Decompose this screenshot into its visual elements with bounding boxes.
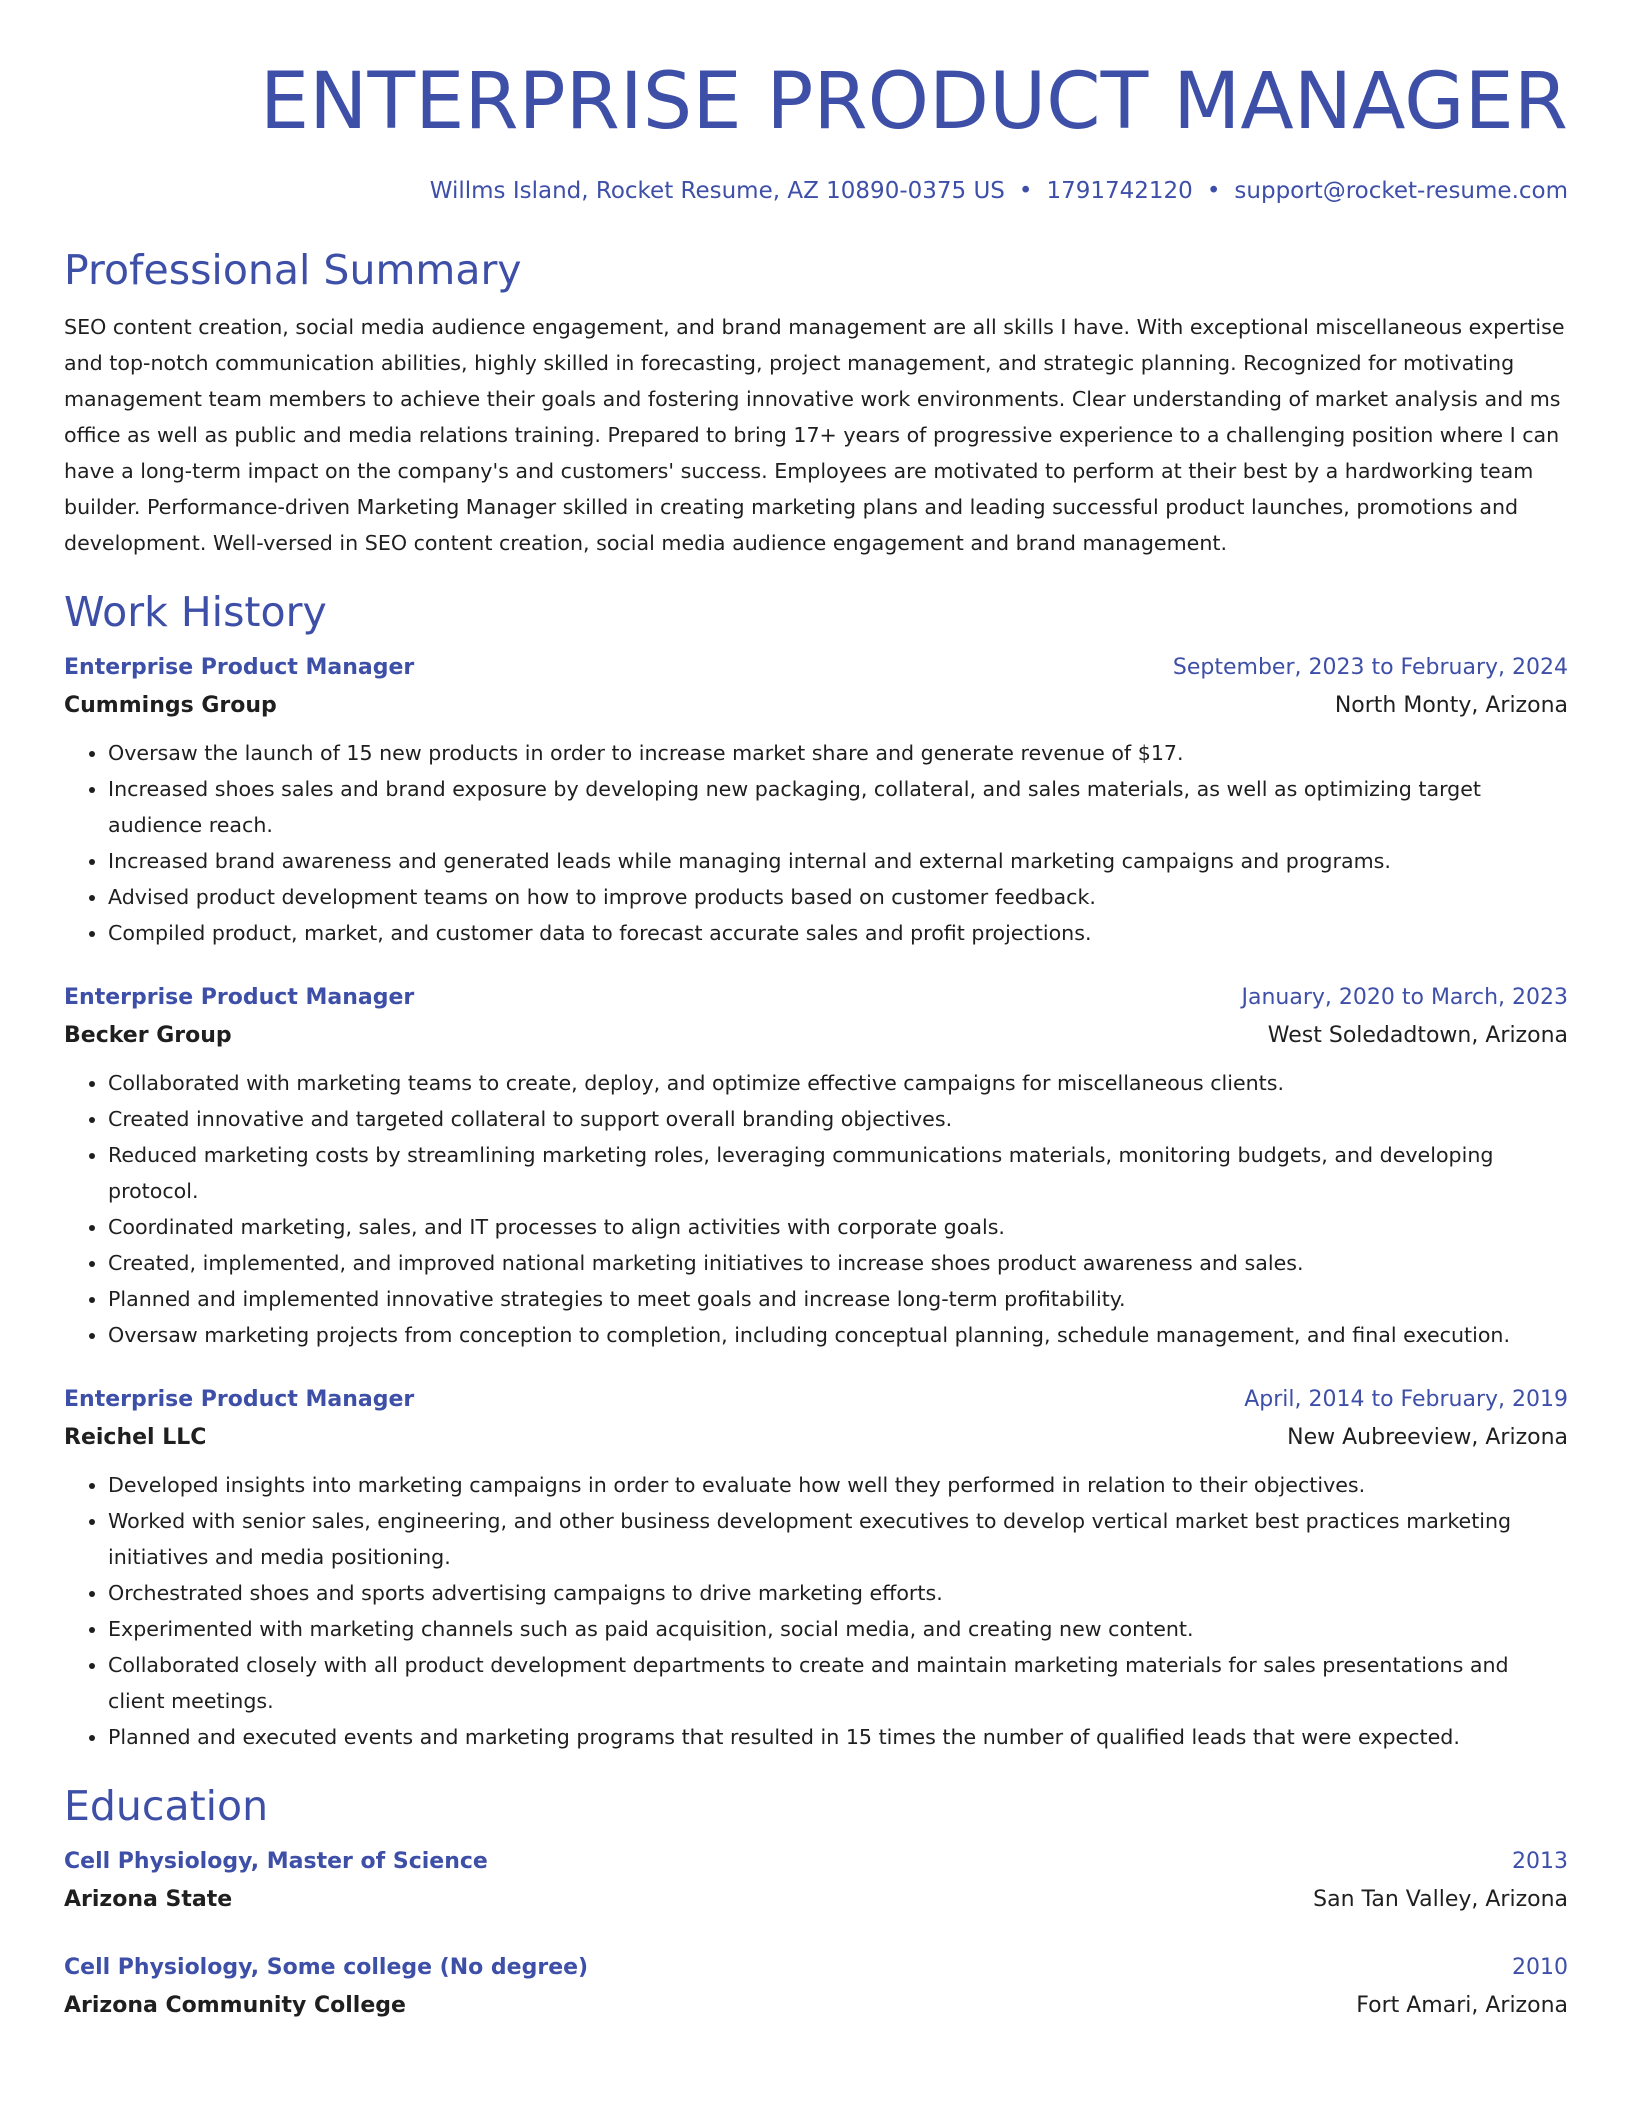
job-bullet: • Coordinated marketing, sales, and IT processes to align activities with corporate goals. xyxy=(108,1209,1568,1245)
job-header xyxy=(64,1381,1568,1419)
job-entry xyxy=(64,979,1568,1353)
education-location: San Tan Valley, Arizona xyxy=(1313,1887,1568,1912)
section-title-summary: Professional Summary xyxy=(64,246,522,294)
resume-page xyxy=(64,0,1568,2025)
job-bullet: • Experimented with marketing channels such as paid acquisition, social media, and creating new content. xyxy=(108,1611,1568,1647)
job-company: Becker Group xyxy=(64,1023,232,1048)
resume-name: ENTERPRISE PRODUCT MANAGER xyxy=(259,57,1568,147)
education-header xyxy=(64,1949,1568,1987)
job-location: North Monty, Arizona xyxy=(1334,693,1568,718)
job-role: Enterprise Product Manager xyxy=(64,655,415,680)
job-bullet: • Collaborated with marketing teams to create, deploy, and optimize effective campaigns for miscellaneous clients. xyxy=(108,1065,1568,1101)
contact-separator: • xyxy=(1018,178,1033,204)
job-bullet: • Reduced marketing costs by streamlining marketing roles, leveraging communications materials, monitoring budgets, and developing protocol. xyxy=(108,1137,1568,1209)
job-bullets xyxy=(64,1467,1568,1755)
contact-line xyxy=(64,175,1568,207)
job-entry xyxy=(64,1381,1568,1755)
job-bullet: • Created, implemented, and improved national marketing initiatives to increase shoes product awareness and sales. xyxy=(108,1245,1568,1281)
job-entry xyxy=(64,649,1568,951)
education-entry xyxy=(64,1949,1568,2025)
education-year: 2013 xyxy=(1512,1849,1568,1874)
job-bullet: • Planned and executed events and marketing programs that resulted in 15 times the number of qualified leads that were expected. xyxy=(108,1719,1568,1755)
job-bullet: • Worked with senior sales, engineering, and other business development executives to develop vertical market best practices marketing initiatives and media positioning. xyxy=(108,1503,1568,1575)
job-bullets xyxy=(64,1065,1568,1353)
job-bullet: • Increased brand awareness and generated leads while managing internal and external marketing campaigns and programs. xyxy=(108,843,1568,879)
education-school: Arizona Community College xyxy=(64,1993,406,2018)
job-bullet: • Oversaw marketing projects from conception to completion, including conceptual planning, schedule management, and final execution. xyxy=(108,1317,1568,1353)
contact-separator: • xyxy=(1206,178,1221,204)
job-header xyxy=(64,649,1568,687)
education-degree: Cell Physiology, Master of Science xyxy=(64,1849,488,1874)
job-bullet: • Oversaw the launch of 15 new products in order to increase market share and generate revenue of $17. xyxy=(108,735,1568,771)
job-company: Cummings Group xyxy=(64,693,277,718)
job-bullet: • Increased shoes sales and brand exposure by developing new packaging, collateral, and sales materials, as well as optimizing target audience reach. xyxy=(108,771,1568,843)
job-bullet: • Planned and implemented innovative strategies to meet goals and increase long-term profitability. xyxy=(108,1281,1568,1317)
job-bullet: • Developed insights into marketing campaigns in order to evaluate how well they performed in relation to their objectives. xyxy=(108,1467,1568,1503)
job-role: Enterprise Product Manager xyxy=(64,985,415,1010)
job-subheader xyxy=(64,687,1568,725)
education-location: Fort Amari, Arizona xyxy=(1356,1993,1568,2018)
section-title-work-history: Work History xyxy=(64,588,327,636)
education-header xyxy=(64,1843,1568,1881)
job-company: Reichel LLC xyxy=(64,1425,207,1450)
education-entry xyxy=(64,1843,1568,1919)
job-bullet: • Advised product development teams on how to improve products based on customer feedback. xyxy=(108,879,1568,915)
job-header xyxy=(64,979,1568,1017)
job-bullet: • Created innovative and targeted collateral to support overall branding objectives. xyxy=(108,1101,1568,1137)
summary-text: SEO content creation, social media audience engagement, and brand management are all skills I have. With exceptional miscellaneous expertise and top-notch communication abilities, highly skilled in forecasting, project management, and strategic planning. Recognized for motivating management team members to achieve their goals and fostering innovative work environments. Clear understanding of market analysis and ms office as well as public and media relations training. Prepared to bring 17+ years of progressive experience to a challenging position where I can have a long-term impact on the company's and customers' success. Employees are motivated to perform at their best by a hardworking team builder. Performance-driven Marketing Manager skilled in creating marketing plans and leading successful product launches, promotions and development. Well-versed in SEO content creation, social media audience engagement and brand management. xyxy=(64,315,1565,555)
education-school: Arizona State xyxy=(64,1887,233,1912)
job-bullets xyxy=(64,735,1568,951)
job-subheader xyxy=(64,1017,1568,1055)
job-role: Enterprise Product Manager xyxy=(64,1387,415,1412)
job-bullet: • Orchestrated shoes and sports advertising campaigns to drive marketing efforts. xyxy=(108,1575,1568,1611)
job-dates: September, 2023 to February, 2024 xyxy=(1172,655,1568,680)
job-bullet: • Collaborated closely with all product development departments to create and maintain marketing materials for sales presentations and client meetings. xyxy=(108,1647,1568,1719)
contact-email[interactable]: support@rocket-resume.com xyxy=(1234,178,1568,204)
education-subheader xyxy=(64,1881,1568,1919)
job-dates: January, 2020 to March, 2023 xyxy=(1241,985,1568,1010)
education-year: 2010 xyxy=(1512,1955,1568,1980)
job-location: West Soledadtown, Arizona xyxy=(1267,1023,1568,1048)
contact-address: Willms Island, Rocket Resume, AZ 10890-0375 US xyxy=(429,178,1005,204)
contact-phone: 1791742120 xyxy=(1046,178,1193,204)
job-bullet: • Compiled product, market, and customer data to forecast accurate sales and profit projections. xyxy=(108,915,1568,951)
education-degree: Cell Physiology, Some college (No degree) xyxy=(64,1955,589,1980)
job-location: New Aubreeview, Arizona xyxy=(1287,1425,1568,1450)
education-subheader xyxy=(64,1987,1568,2025)
section-title-education: Education xyxy=(64,1782,269,1830)
job-subheader xyxy=(64,1419,1568,1457)
job-dates: April, 2014 to February, 2019 xyxy=(1244,1387,1568,1412)
